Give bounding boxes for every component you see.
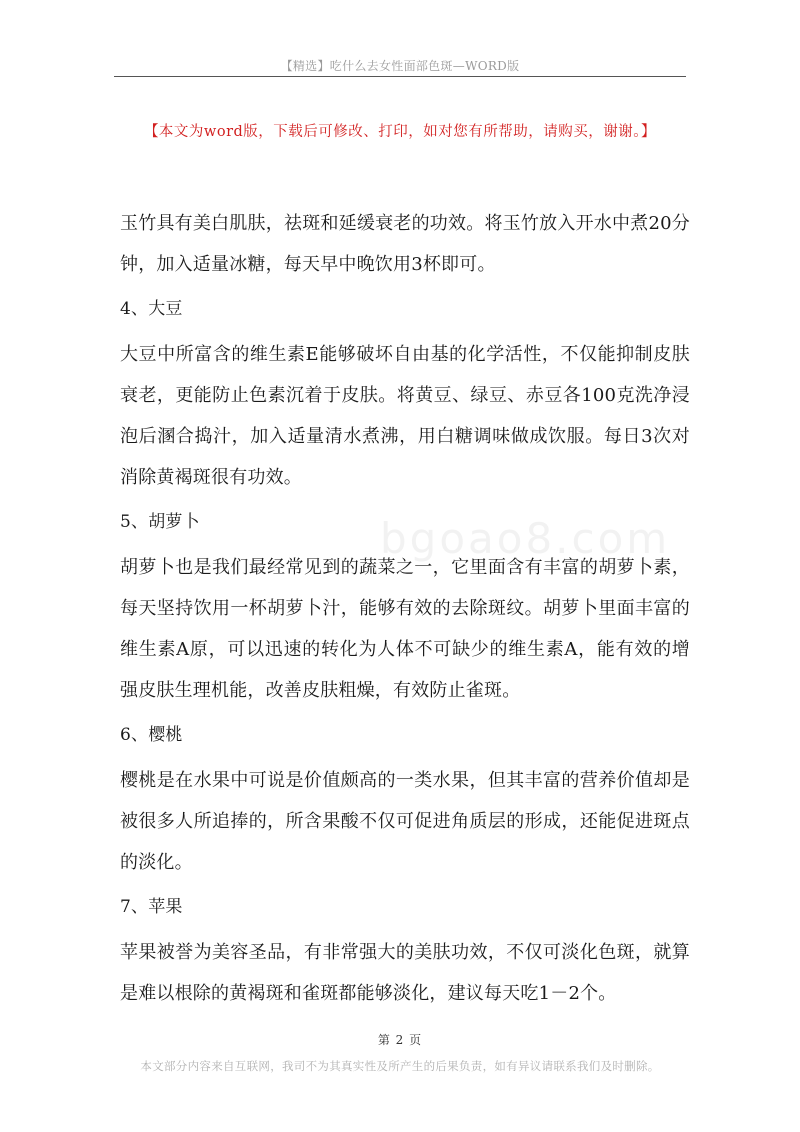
- paragraph-yingtao: 樱桃是在水果中可说是价值颇高的一类水果，但其丰富的营养价值却是被很多人所追捧的，所含果酸不仅可促进角质层的形成，还能促进斑点的淡化。: [120, 770, 690, 873]
- document-body: [120, 203, 690, 1018]
- section-heading-huluobo: 5、胡萝卜: [120, 512, 200, 532]
- header-divider: [114, 76, 686, 77]
- section-heading-pingguo: 7、苹果: [120, 897, 183, 917]
- section-heading-dadou: 4、大豆: [120, 299, 183, 319]
- paragraph-huluobo: 胡萝卜也是我们最经常见到的蔬菜之一，它里面含有丰富的胡萝卜素，每天坚持饮用一杯胡萝卜汁，能够有效的去除斑纹。胡萝卜里面丰富的维生素A原，可以迅速的转化为人体不可缺少的维生素A，能有效的增强皮肤生理机能，改善皮肤粗燥，有效防止雀斑。: [120, 557, 690, 701]
- footer-disclaimer: 本文部分内容来自互联网，我司不为其真实性及所产生的后果负责，如有异议请联系我们及时删除。: [140, 1059, 660, 1073]
- watermark-text: bgoao8.com: [380, 514, 671, 563]
- paragraph-yuzhu: 玉竹具有美白肌肤，祛斑和延缓衰老的功效。将玉竹放入开水中煮20分钟，加入适量冰糖，每天早中晚饮用3杯即可。: [120, 213, 690, 275]
- document-header: 【精选】吃什么去女性面部色斑—WORD版: [280, 59, 520, 73]
- paragraph-pingguo: 苹果被誉为美容圣品，有非常强大的美肤功效，不仅可淡化色斑，就算是难以根除的黄褐斑和雀斑都能够淡化，建议每天吃1－2个。: [120, 942, 690, 1004]
- section-heading-yingtao: 6、樱桃: [120, 725, 183, 745]
- word-version-notice: 【本文为word版，下载后可修改、打印，如对您有所帮助，请购买，谢谢。】: [143, 124, 657, 140]
- page-number: 第 2 页: [377, 1033, 423, 1047]
- paragraph-dadou: 大豆中所富含的维生素E能够破坏自由基的化学活性，不仅能抑制皮肤衰老，更能防止色素沉着于皮肤。将黄豆、绿豆、赤豆各100克洗净浸泡后溷合捣汁，加入适量清水煮沸，用白糖调味做成饮服。每日3次对消除黄褐斑很有功效。: [120, 344, 690, 488]
